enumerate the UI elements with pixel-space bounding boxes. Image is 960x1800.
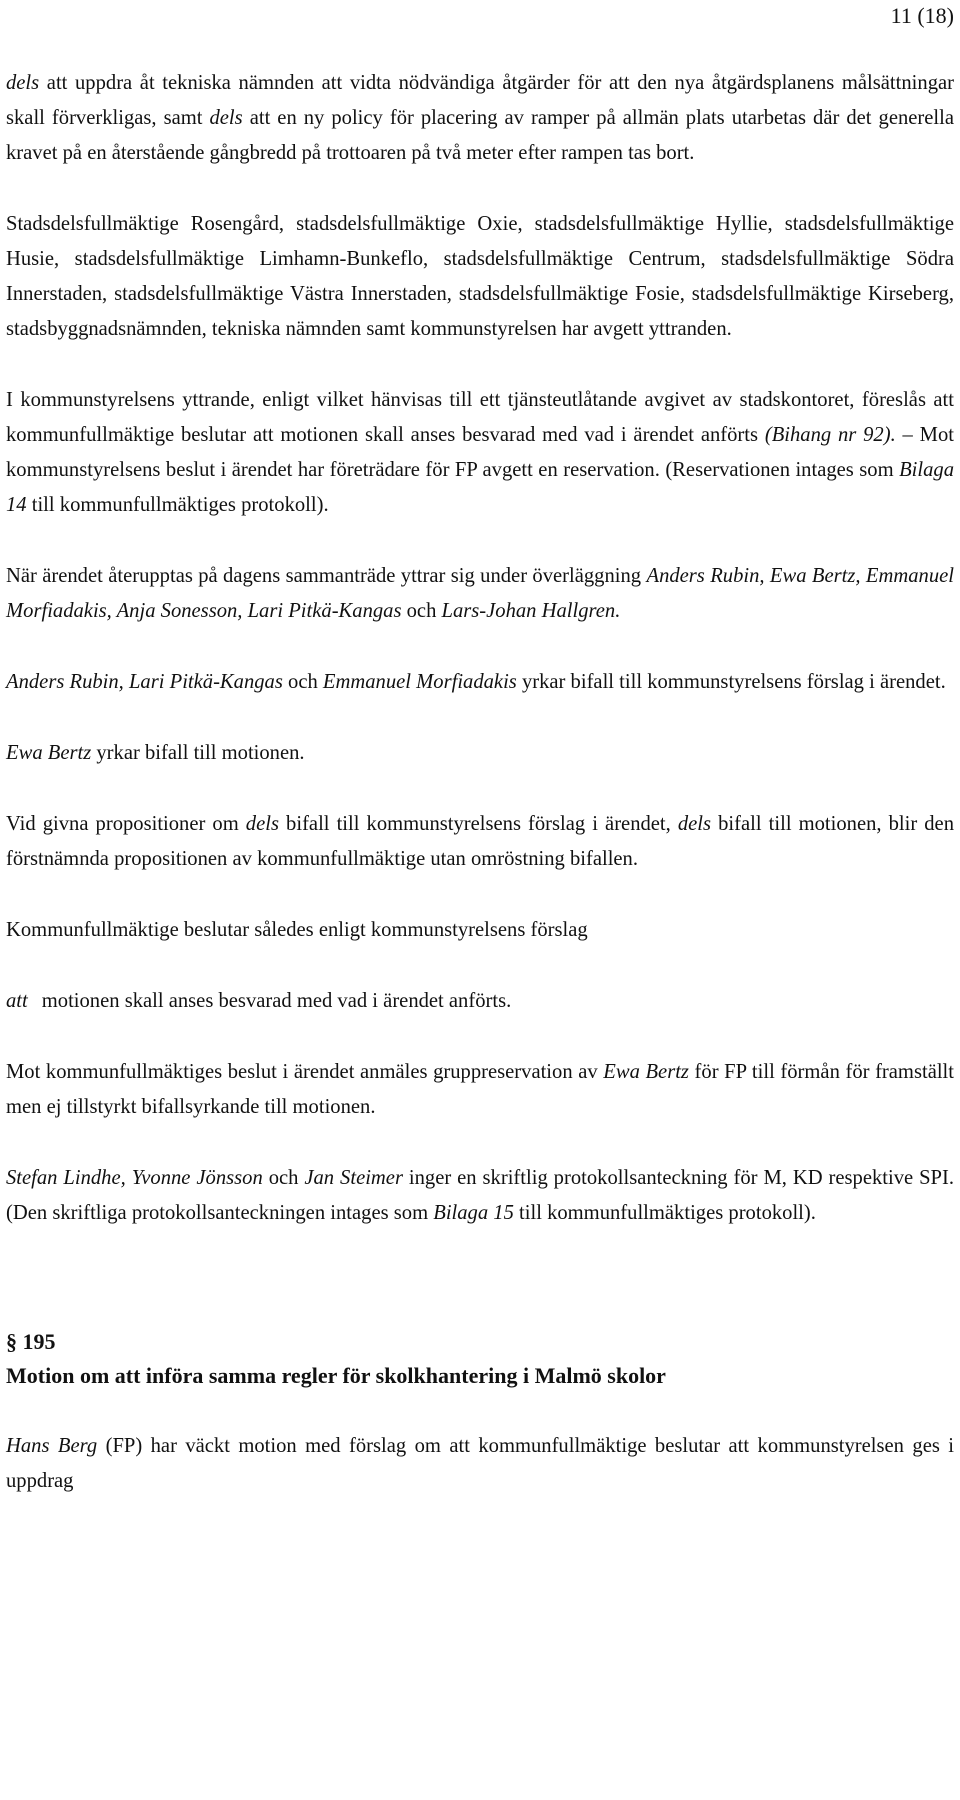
speaker-names: Stefan Lindhe, Yvonne Jönsson	[6, 1167, 263, 1189]
text: Mot kommunfullmäktiges beslut i ärendet anmäles gruppreservation av	[6, 1061, 604, 1083]
speaker-names: Jan Steimer	[304, 1167, 403, 1189]
paragraph-dels-uppdrag	[6, 66, 954, 171]
text: bifall till motionen, blir den förstnämnda propositionen av kommunfullmäktige utan omröstning bifallen.	[6, 813, 954, 870]
paragraph-gruppreservation	[6, 1055, 954, 1125]
emphasis: dels	[677, 813, 712, 835]
paragraph-beslut: Kommunfullmäktige beslutar således enligt kommunstyrelsens förslag	[6, 919, 588, 941]
text: för FP till förmån för framställt men ej tillstyrkt bifallsyrkande till motionen.	[6, 1061, 954, 1118]
paragraph-yttranden: Stadsdelsfullmäktige Rosengård, stadsdelsfullmäktige Oxie, stadsdelsfullmäktige Hyllie, stadsdelsfullmäktige Husie, stadsdelsfullmäktige Limhamn-Bunkeflo, stadsdelsfullmäktige Centrum, stadsdelsfullmäktige Södra Innerstaden, stadsdelsfullmäktige Västra Innerstaden, stadsdelsfullmäktige Fosie, stadsdelsfullmäktige Kirseberg, stadsbyggnadsnämnden, tekniska nämnden samt kommunstyrelsen har avgett yttranden.	[6, 213, 954, 340]
section-number: § 195	[6, 1329, 56, 1354]
speaker-names: Anders Rubin, Lari Pitkä-Kangas	[6, 671, 283, 693]
section-title: Motion om att införa samma regler för skolkhantering i Malmö skolor	[6, 1363, 666, 1388]
speaker-names: Hans Berg	[6, 1435, 98, 1457]
emphasis: dels	[245, 813, 279, 835]
text: yrkar bifall till motionen.	[91, 742, 305, 764]
paragraph-motion-hans-berg	[6, 1429, 954, 1499]
text: och	[401, 600, 442, 622]
section-heading	[6, 1325, 954, 1393]
speaker-names: Anders Rubin, Ewa Bertz, Emmanuel Morfiadakis, Anja Sonesson, Lari Pitkä-Kangas	[6, 565, 954, 622]
text: att uppdra åt tekniska nämnden att vidta nödvändiga åtgärder för att den nya åtgärdsplanens målsättningar skall förverkligas, samt	[6, 72, 954, 129]
speaker-names: Ewa Bertz	[603, 1061, 689, 1083]
emphasis: dels	[209, 107, 243, 129]
page-number: 11 (18)	[890, 3, 954, 28]
paragraph-protokollsanteckning	[6, 1161, 954, 1231]
text: I kommunstyrelsens yttrande, enligt vilket hänvisas till ett tjänsteutlåtande avgivet av stadskontoret, föreslås att kommunfullmäktige beslutar att motionen skall anses besvarad med vad i ärendet anförts	[6, 389, 954, 446]
spacer	[6, 1267, 954, 1325]
emphasis: (Bihang nr 92).	[764, 424, 896, 446]
text: till kommunfullmäktiges protokoll).	[26, 494, 329, 516]
paragraph-kommunstyrelsens-yttrande	[6, 383, 954, 523]
text: och	[282, 671, 323, 693]
text: att en ny policy för placering av ramper på allmän plats utarbetas där det generella kravet på en återstående gångbredd på trottoaren på två meter efter rampen tas bort.	[6, 107, 954, 164]
paragraph-overlaggning	[6, 559, 954, 629]
document-body	[6, 66, 954, 1535]
decision-att-row	[6, 984, 954, 1019]
att-text: motionen skall anses besvarad med vad i ärendet anförts.	[41, 990, 512, 1012]
text: yrkar bifall till kommunstyrelsens förslag i ärendet.	[516, 671, 946, 693]
emphasis: dels	[6, 72, 40, 94]
text: Vid givna propositioner om	[6, 813, 246, 835]
text: bifall till kommunstyrelsens förslag i ärendet,	[278, 813, 678, 835]
text: och	[262, 1167, 305, 1189]
text: (FP) har väckt motion med förslag om att kommunfullmäktige beslutar att kommunstyrelsen ges i uppdrag	[6, 1435, 954, 1492]
paragraph-yrkande-motionen	[6, 736, 954, 771]
emphasis: Bilaga 14	[6, 459, 954, 516]
paragraph-yrkande-kommunstyrelsen	[6, 665, 954, 700]
att-label: att	[6, 990, 28, 1012]
text: inger en skriftlig protokollsanteckning för M, KD respektive SPI. (Den skriftliga protokollsanteckningen intages som	[6, 1167, 955, 1224]
text: – Mot kommunstyrelsens beslut i ärendet har företrädare för FP avgett en reservation. (Reservationen intages som	[6, 424, 954, 481]
text: till kommunfullmäktiges protokoll).	[513, 1202, 816, 1224]
speaker-names: Lars-Johan Hallgren.	[441, 600, 621, 622]
speaker-names: Emmanuel Morfiadakis	[322, 671, 517, 693]
speaker-names: Ewa Bertz	[6, 742, 92, 764]
paragraph-propositioner	[6, 807, 954, 877]
emphasis: Bilaga 15	[433, 1202, 514, 1224]
text: När ärendet återupptas på dagens sammanträde yttrar sig under överläggning	[6, 565, 647, 587]
